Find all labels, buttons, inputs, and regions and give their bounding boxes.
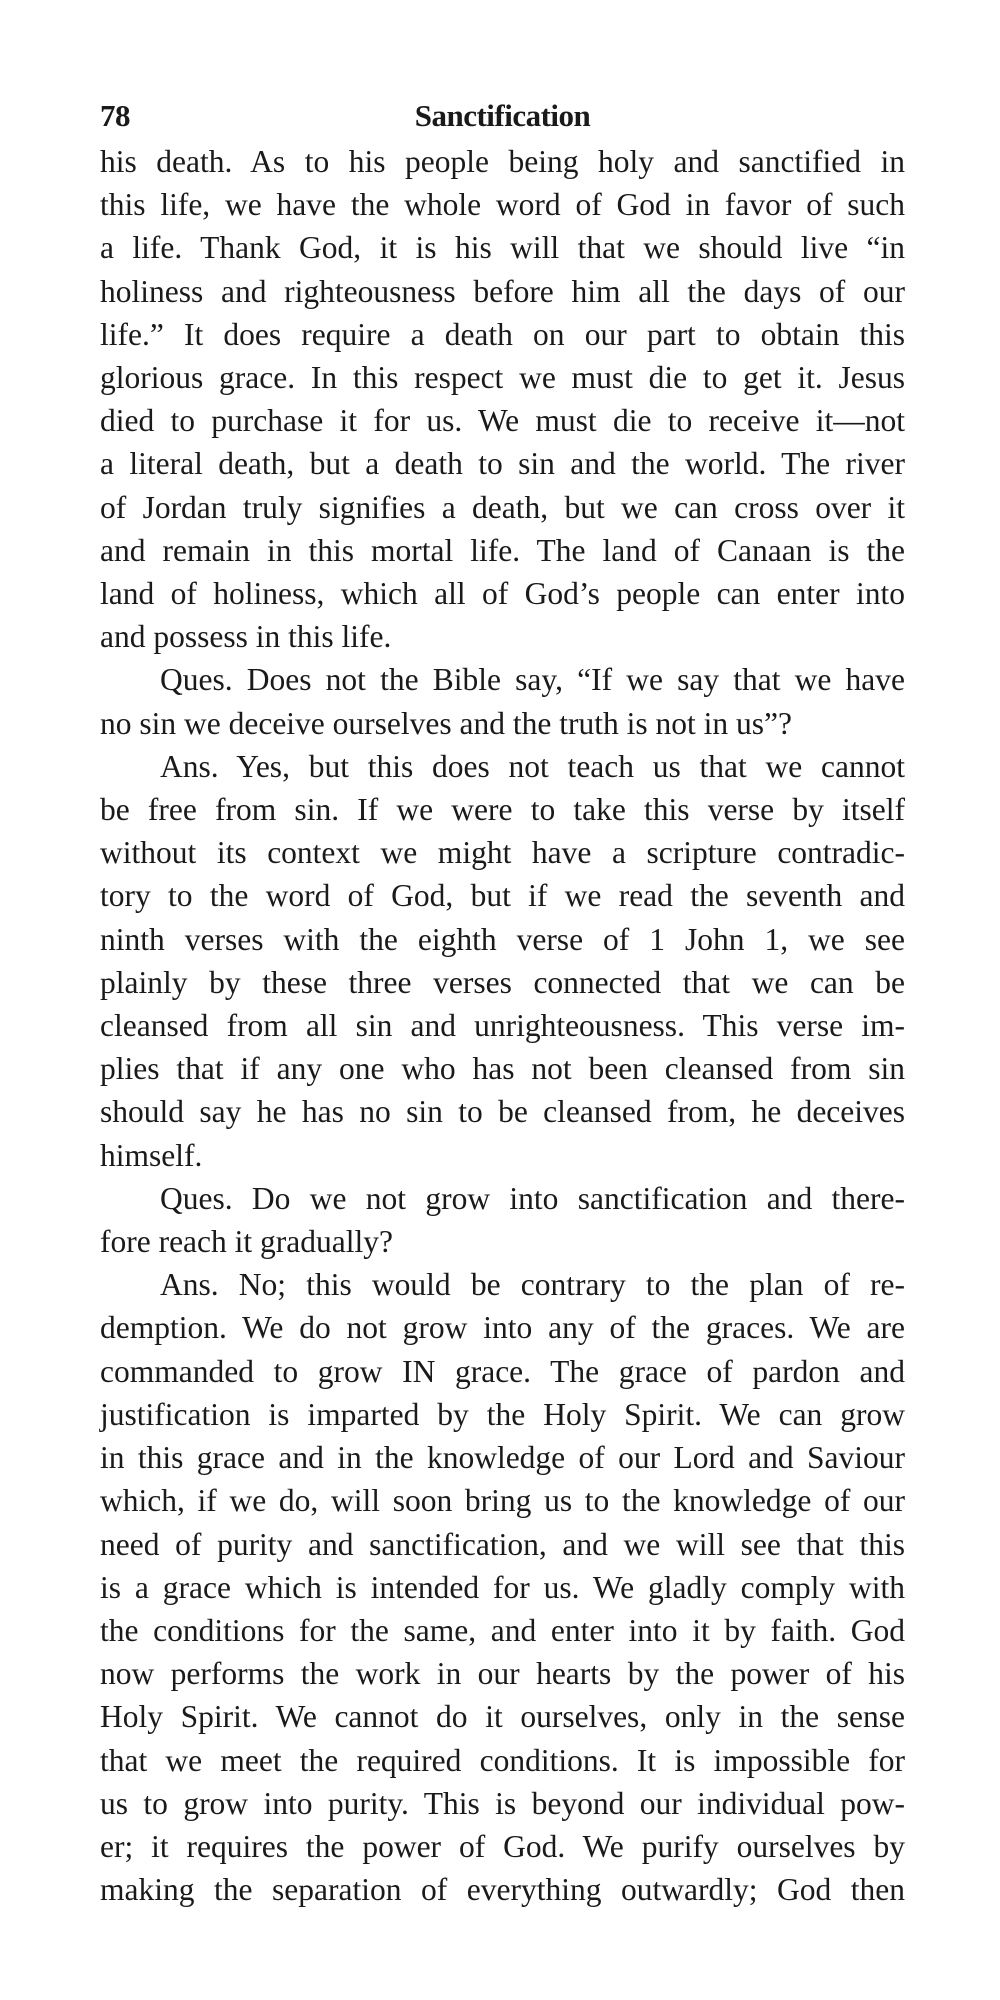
running-title: Sanctification — [414, 98, 591, 133]
text-line: cleansed from all sin and unrighteousness. This verse im- — [100, 1008, 905, 1044]
text-line: should say he has no sin to be cleansed from, he deceives — [100, 1094, 905, 1130]
text-line: glorious grace. In this respect we must die to get it. Jesus — [100, 360, 905, 396]
text-line: his death. As to his people being holy and sanctified in — [100, 144, 905, 179]
text-line: life.” It does require a death on our part to obtain this — [100, 316, 905, 352]
text-line: plies that if any one who has not been cleansed from sin — [100, 1051, 905, 1087]
paragraph — [100, 1263, 905, 1911]
text-line: Ans. Yes, but this does not teach us that we cannot — [160, 748, 905, 784]
text-line: ninth verses with the eighth verse of 1 John 1, we see — [100, 921, 905, 957]
paragraph — [100, 745, 905, 1177]
text-line: a literal death, but a death to sin and the world. The river — [100, 446, 905, 482]
text-line: commanded to grow IN grace. The grace of pardon and — [100, 1353, 905, 1389]
text-line: demption. We do not grow into any of the graces. We are — [100, 1310, 905, 1346]
text-line: land of holiness, which all of God’s people can enter into — [100, 576, 905, 612]
text-line: fore reach it gradually? — [100, 1224, 393, 1260]
text-line: making the separation of everything outwardly; God then — [100, 1872, 905, 1908]
text-line: which, if we do, will soon bring us to the knowledge of our — [100, 1483, 905, 1519]
text-line: Ques. Do we not grow into sanctification and there- — [160, 1180, 905, 1216]
text-line: and possess in this life. — [100, 619, 392, 655]
text-line: without its context we might have a scripture contradic- — [100, 835, 905, 871]
text-line: died to purchase it for us. We must die to receive it—not — [100, 403, 905, 439]
text-line: plainly by these three verses connected that we can be — [100, 964, 905, 1000]
text-line: himself. — [100, 1137, 203, 1173]
text-line: no sin we deceive ourselves and the truth is not in us”? — [100, 705, 792, 741]
text-line: us to grow into purity. This is beyond our individual pow- — [100, 1785, 905, 1821]
text-line: of Jordan truly signifies a death, but we can cross over it — [100, 489, 905, 525]
text-line: need of purity and sanctification, and we will see that this — [100, 1526, 905, 1562]
text-line: Ques. Does not the Bible say, “If we say that we have — [160, 662, 905, 698]
paragraph — [100, 658, 905, 744]
paragraph — [100, 1177, 905, 1263]
text-line: this life, we have the whole word of God in favor of such — [100, 187, 905, 223]
text-line: er; it requires the power of God. We purify ourselves by — [100, 1828, 905, 1864]
text-line: in this grace and in the knowledge of our Lord and Saviour — [100, 1440, 905, 1476]
text-line: now performs the work in our hearts by the power of his — [100, 1656, 905, 1692]
page-number: 78 — [100, 98, 130, 133]
text-line: and remain in this mortal life. The land of Canaan is the — [100, 532, 905, 568]
text-line: that we meet the required conditions. It is impossible for — [100, 1742, 905, 1778]
text-line: a life. Thank God, it is his will that we should live “in — [100, 230, 905, 266]
text-line: is a grace which is intended for us. We gladly comply with — [100, 1569, 905, 1605]
text-line: justification is imparted by the Holy Spirit. We can grow — [100, 1396, 905, 1432]
paragraph — [100, 140, 905, 658]
text-line: the conditions for the same, and enter into it by faith. God — [100, 1612, 905, 1648]
text-line: tory to the word of God, but if we read the seventh and — [100, 878, 905, 914]
book-page — [100, 90, 905, 1911]
text-line: be free from sin. If we were to take this verse by itself — [100, 792, 905, 828]
body-text — [100, 140, 905, 1911]
page-header — [100, 90, 905, 140]
text-line: Holy Spirit. We cannot do it ourselves, only in the sense — [100, 1699, 905, 1735]
text-line: holiness and righteousness before him all the days of our — [100, 273, 905, 309]
text-line: Ans. No; this would be contrary to the plan of re- — [160, 1267, 905, 1303]
